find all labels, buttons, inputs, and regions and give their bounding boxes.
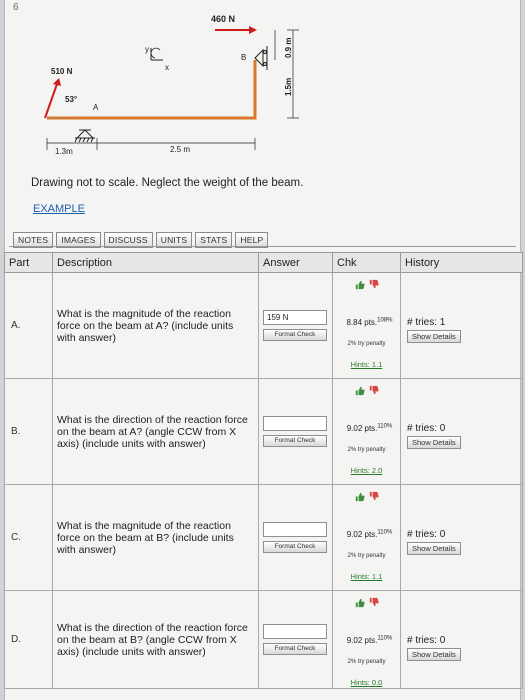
example-link[interactable]: EXAMPLE xyxy=(33,203,85,215)
format-check-button[interactable]: Format Check xyxy=(263,643,327,655)
question-description: What is the magnitude of the reaction force on the beam at A? (include units with answer) xyxy=(57,307,234,344)
figure-caption: Drawing not to scale. Neglect the weight of the beam. xyxy=(31,177,304,189)
hints-link[interactable]: Hints: 1.1 xyxy=(350,360,383,369)
header-part: Part xyxy=(5,253,53,273)
part-letter: C. xyxy=(11,532,21,543)
percent-value: 110% xyxy=(377,635,393,642)
header-chk: Chk xyxy=(333,253,401,273)
force-460-label: 460 N xyxy=(211,14,236,24)
points-value: 9.02 pts.$^{110\%}$ xyxy=(346,529,393,539)
points-value: 9.02 pts.$^{110\%}$ xyxy=(346,635,393,645)
show-details-button[interactable]: Show Details xyxy=(407,648,461,661)
thumbs-up-icon[interactable] xyxy=(354,385,365,396)
header-history: History xyxy=(401,253,523,273)
tab-help[interactable]: HELP xyxy=(235,232,268,248)
divider xyxy=(9,246,516,247)
tab-images[interactable]: IMAGES xyxy=(56,232,100,248)
point-b-label: B xyxy=(241,53,247,62)
question-description: What is the magnitude of the reaction force on the beam at B? (include units with answer) xyxy=(57,519,234,556)
dim-1-3: 1.3m xyxy=(55,147,73,156)
show-details-button[interactable]: Show Details xyxy=(407,436,461,449)
dim-0-9: 0.9 m xyxy=(284,37,293,58)
tries-count: # tries: 0 xyxy=(407,635,446,646)
show-details-button[interactable]: Show Details xyxy=(407,330,461,343)
try-penalty: 2% try penalty xyxy=(347,447,386,453)
tab-units[interactable]: UNITS xyxy=(156,232,193,248)
tries-count: # tries: 0 xyxy=(407,529,446,540)
hints-link[interactable]: Hints: 1.1 xyxy=(350,572,383,581)
tries-count: # tries: 0 xyxy=(407,423,446,434)
parts-table xyxy=(4,252,523,689)
thumbs-up-icon[interactable] xyxy=(354,597,365,608)
force-510-label: 510 N xyxy=(51,67,73,76)
table-row xyxy=(5,485,523,591)
thumbs-down-icon[interactable] xyxy=(368,597,379,608)
part-letter: B. xyxy=(11,426,21,437)
tab-stats[interactable]: STATS xyxy=(195,232,232,248)
header-answer: Answer xyxy=(259,253,333,273)
points-value: 9.02 pts.$^{110\%}$ xyxy=(346,423,393,433)
answer-input[interactable] xyxy=(263,310,327,325)
answer-input[interactable] xyxy=(263,416,327,431)
dim-1-5: 1.5m xyxy=(284,77,293,96)
answer-input[interactable] xyxy=(263,624,327,639)
pin-support-a xyxy=(75,130,95,142)
percent-value: 110% xyxy=(377,423,393,430)
question-description: What is the direction of the reaction force on the beam at B? (angle CCW from X axis) (include units with answer) xyxy=(57,621,248,658)
thumbs-down-icon[interactable] xyxy=(368,491,379,502)
question-description: What is the direction of the reaction force on the beam at A? (angle CCW from X axis) (include units with answer) xyxy=(57,413,248,450)
thumbs-down-icon[interactable] xyxy=(368,279,379,290)
question-number: 6 xyxy=(13,2,19,13)
table-row xyxy=(5,591,523,689)
part-letter: D. xyxy=(11,634,21,645)
show-details-button[interactable]: Show Details xyxy=(407,542,461,555)
format-check-button[interactable]: Format Check xyxy=(263,329,327,341)
table-row xyxy=(5,379,523,485)
format-check-button[interactable]: Format Check xyxy=(263,435,327,447)
tab-discuss[interactable]: DISCUSS xyxy=(104,232,153,248)
roller-support-b xyxy=(255,46,267,70)
try-penalty: 2% try penalty xyxy=(347,659,386,665)
format-check-button[interactable]: Format Check xyxy=(263,541,327,553)
hints-link[interactable]: Hints: 0.0 xyxy=(350,678,383,687)
percent-value: 110% xyxy=(377,529,393,536)
part-letter: A. xyxy=(11,320,21,331)
thumbs-down-icon[interactable] xyxy=(368,385,379,396)
tries-count: # tries: 1 xyxy=(407,317,446,328)
point-a-label: A xyxy=(93,103,99,112)
axis-x-label: x xyxy=(165,63,169,72)
table-row xyxy=(5,273,523,379)
thumbs-up-icon[interactable] xyxy=(354,491,365,502)
tab-notes[interactable]: NOTES xyxy=(13,232,53,248)
axis-y-label: y xyxy=(145,45,149,54)
percent-value: 108% xyxy=(377,317,393,324)
angle-label: 53° xyxy=(65,95,78,104)
hints-link[interactable]: Hints: 2.0 xyxy=(350,466,383,475)
answer-input[interactable] xyxy=(263,522,327,537)
beam xyxy=(47,60,255,118)
force-510-arrow xyxy=(45,84,57,118)
try-penalty: 2% try penalty xyxy=(347,341,386,347)
try-penalty: 2% try penalty xyxy=(347,553,386,559)
dim-2-5: 2.5 m xyxy=(170,145,191,154)
points-value: 8.84 pts.$^{108\%}$ xyxy=(346,317,393,327)
dimension-lines xyxy=(47,30,299,150)
header-description: Description xyxy=(53,253,259,273)
ccw-arrow-icon xyxy=(151,48,160,58)
beam-diagram xyxy=(5,0,522,175)
thumbs-up-icon[interactable] xyxy=(354,279,365,290)
